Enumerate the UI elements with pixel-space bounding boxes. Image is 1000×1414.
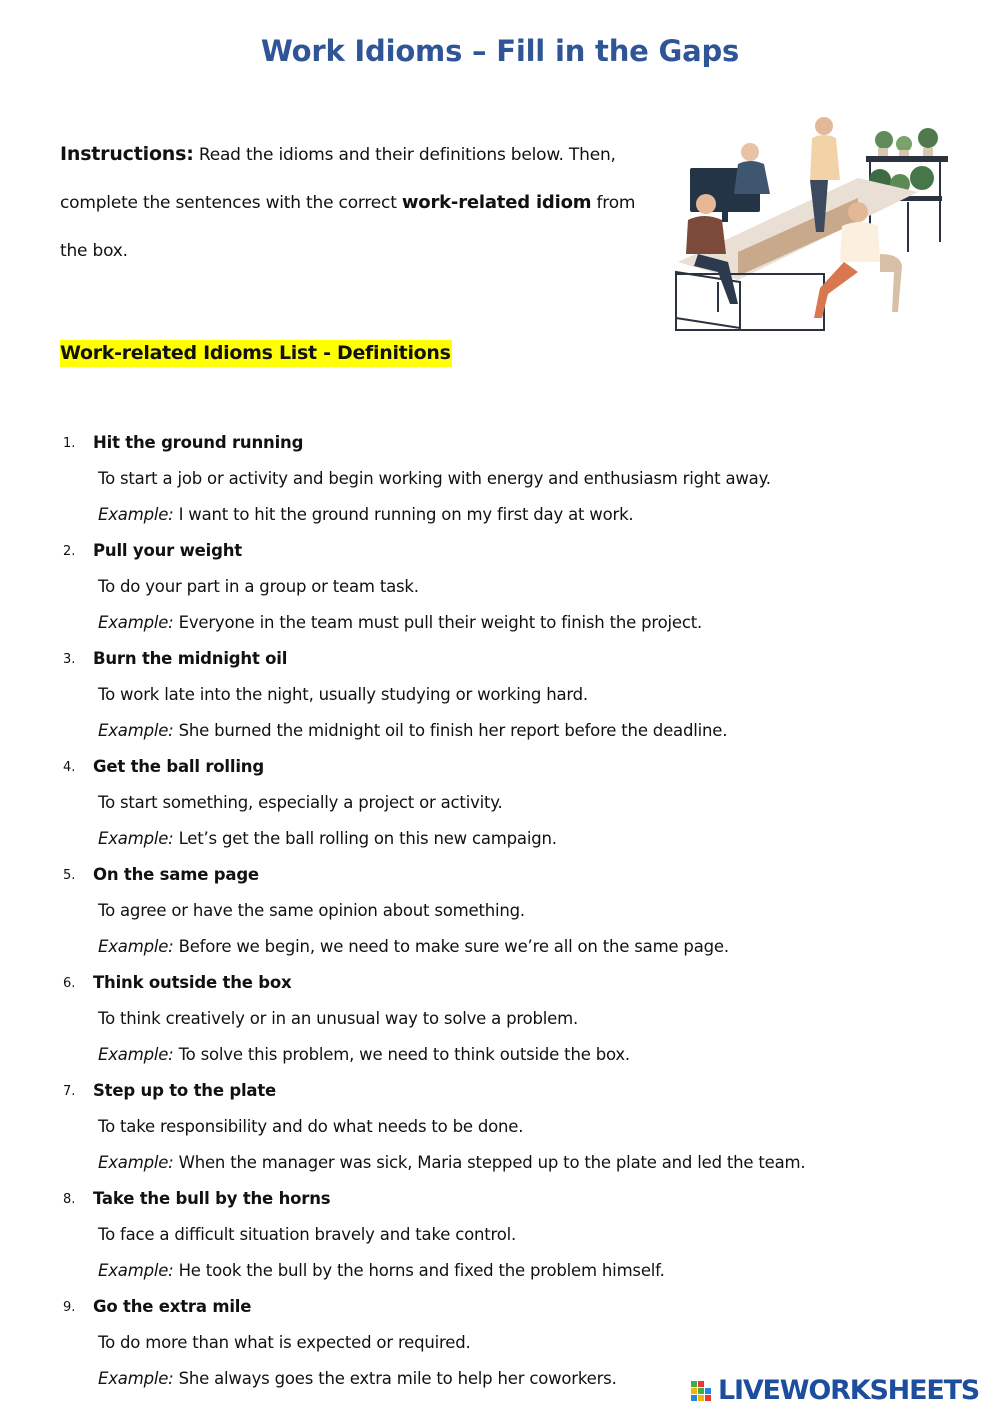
example-sentence: I want to hit the ground running on my first day at work.: [173, 505, 634, 524]
idiom-number: 5.: [63, 868, 76, 883]
example-sentence: When the manager was sick, Maria stepped up to the plate and led the team.: [173, 1153, 806, 1172]
idiom-item: [0, 1183, 1000, 1291]
idiom-definition: To start a job or activity and begin working with energy and enthusiasm right away.: [98, 469, 771, 488]
idiom-name: Pull your weight: [93, 541, 242, 560]
idiom-item: [0, 751, 1000, 859]
idiom-example: [98, 721, 727, 740]
idiom-definition: To start something, especially a project or activity.: [98, 793, 503, 812]
idiom-number: 6.: [63, 976, 76, 991]
example-label: Example:: [98, 1153, 174, 1172]
idiom-definition: To face a difficult situation bravely and take control.: [98, 1225, 517, 1244]
instructions: [60, 130, 660, 275]
idiom-number: 2.: [63, 544, 76, 559]
logo-text: LIVEWORKSHEETS: [718, 1374, 980, 1406]
idiom-example: [98, 937, 729, 956]
idiom-example: [98, 1369, 617, 1388]
example-label: Example:: [98, 613, 174, 632]
example-label: Example:: [98, 1261, 174, 1280]
example-label: Example:: [98, 1369, 174, 1388]
instructions-emphasis: work-related idiom: [401, 192, 592, 213]
idiom-list: [0, 427, 1000, 1399]
idiom-definition: To do your part in a group or team task.: [98, 577, 419, 596]
instructions-text: Read the idioms and their definitions below. Then, complete the sentences with the correct: [60, 145, 616, 213]
idiom-name: Think outside the box: [93, 973, 292, 992]
example-sentence: She always goes the extra mile to help her coworkers.: [173, 1369, 617, 1388]
idiom-example: [98, 1261, 665, 1280]
idiom-name: Take the bull by the horns: [93, 1189, 331, 1208]
example-label: Example:: [98, 721, 174, 740]
idiom-item: [0, 535, 1000, 643]
idiom-name: On the same page: [93, 865, 259, 884]
idiom-definition: To do more than what is expected or required.: [98, 1333, 471, 1352]
idiom-name: Hit the ground running: [93, 433, 304, 452]
page-title: Work Idioms – Fill in the Gaps: [260, 34, 740, 68]
example-label: Example:: [98, 937, 174, 956]
idiom-item: [0, 1075, 1000, 1183]
idiom-name: Burn the midnight oil: [93, 649, 288, 668]
idiom-example: [98, 1045, 630, 1064]
example-label: Example:: [98, 505, 174, 524]
idiom-definition: To agree or have the same opinion about something.: [98, 901, 525, 920]
idiom-item: [0, 427, 1000, 535]
idiom-definition: To take responsibility and do what needs to be done.: [98, 1117, 524, 1136]
idiom-example: [98, 505, 633, 524]
example-sentence: Before we begin, we need to make sure we’re all on the same page.: [173, 937, 729, 956]
instructions-text-end: from the box.: [60, 193, 636, 261]
idiom-number: 9.: [63, 1300, 76, 1315]
logo-mark-icon: [690, 1377, 716, 1403]
idiom-number: 3.: [63, 652, 76, 667]
example-sentence: He took the bull by the horns and fixed the problem himself.: [173, 1261, 665, 1280]
idiom-definition: To work late into the night, usually studying or working hard.: [98, 685, 588, 704]
idiom-name: Get the ball rolling: [93, 757, 264, 776]
example-sentence: To solve this problem, we need to think outside the box.: [173, 1045, 630, 1064]
section-heading: Work-related Idioms List - Definitions: [60, 340, 452, 367]
example-label: Example:: [98, 1045, 174, 1064]
idiom-example: [98, 1153, 805, 1172]
instructions-label: Instructions:: [60, 143, 194, 165]
idiom-definition: To think creatively or in an unusual way to solve a problem.: [98, 1009, 579, 1028]
example-sentence: Let’s get the ball rolling on this new campaign.: [173, 829, 557, 848]
idiom-example: [98, 613, 702, 632]
liveworksheets-logo: [690, 1373, 979, 1407]
idiom-number: 4.: [63, 760, 76, 775]
example-label: Example:: [98, 829, 174, 848]
idiom-name: Go the extra mile: [93, 1297, 252, 1316]
idiom-number: 1.: [63, 436, 76, 451]
idiom-name: Step up to the plate: [93, 1081, 277, 1100]
office-illustration: [658, 112, 958, 334]
idiom-number: 7.: [63, 1084, 76, 1099]
idiom-item: [0, 643, 1000, 751]
idiom-item: [0, 967, 1000, 1075]
idiom-item: [0, 859, 1000, 967]
idiom-number: 8.: [63, 1192, 76, 1207]
example-sentence: She burned the midnight oil to finish her report before the deadline.: [173, 721, 728, 740]
idiom-example: [98, 829, 557, 848]
example-sentence: Everyone in the team must pull their weight to finish the project.: [173, 613, 703, 632]
